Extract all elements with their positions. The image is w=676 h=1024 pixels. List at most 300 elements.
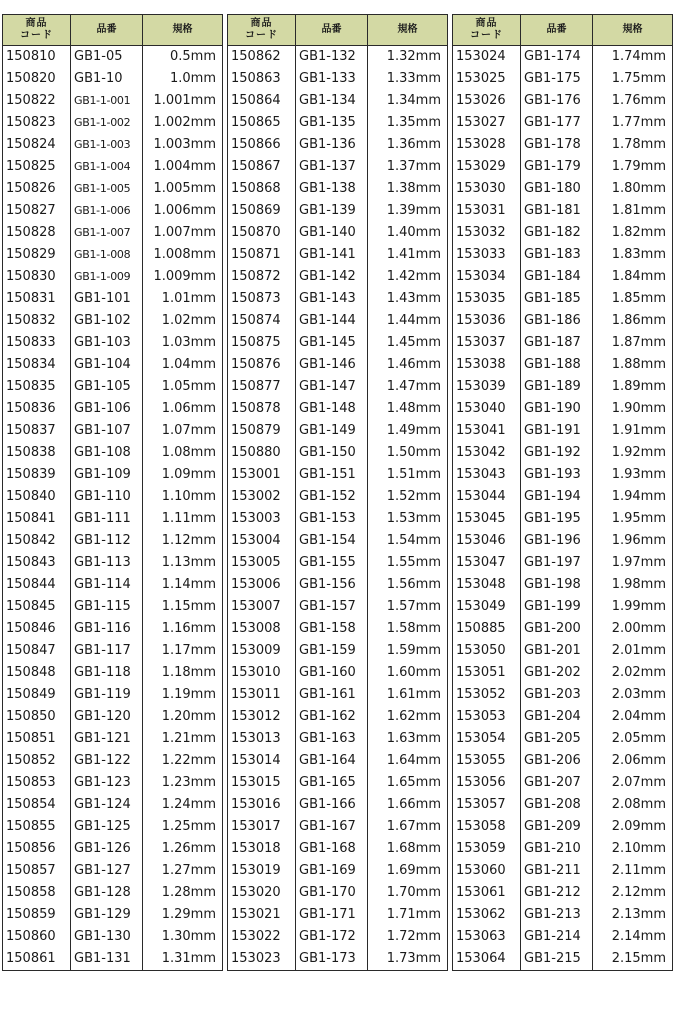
part-number-cell: GB1-203 <box>521 684 593 706</box>
table-row <box>453 684 673 706</box>
product-code-cell: 150810 <box>3 46 71 69</box>
part-number-cell: GB1-142 <box>296 266 368 288</box>
table-row <box>453 860 673 882</box>
table-row <box>3 266 223 288</box>
part-number-cell: GB1-128 <box>71 882 143 904</box>
part-number-cell: GB1-181 <box>521 200 593 222</box>
part-number-cell: GB1-195 <box>521 508 593 530</box>
part-number-cell: GB1-213 <box>521 904 593 926</box>
product-code-cell: 150875 <box>228 332 296 354</box>
table-row <box>3 156 223 178</box>
product-code-cell: 150830 <box>3 266 71 288</box>
size-cell: 1.87mm <box>593 332 673 354</box>
product-code-cell: 153017 <box>228 816 296 838</box>
part-number-cell: GB1-1-005 <box>71 178 143 200</box>
header-code-line2: コード <box>470 30 503 41</box>
product-code-cell: 150864 <box>228 90 296 112</box>
size-cell: 1.22mm <box>143 750 223 772</box>
table-row <box>228 244 448 266</box>
part-number-cell: GB1-193 <box>521 464 593 486</box>
part-number-cell: GB1-174 <box>521 46 593 69</box>
table-row <box>3 530 223 552</box>
size-cell: 1.16mm <box>143 618 223 640</box>
part-number-cell: GB1-146 <box>296 354 368 376</box>
table-row <box>228 332 448 354</box>
table-row <box>3 816 223 838</box>
product-code-cell: 153033 <box>453 244 521 266</box>
product-code-cell: 150857 <box>3 860 71 882</box>
table-row <box>228 816 448 838</box>
part-number-cell: GB1-170 <box>296 882 368 904</box>
part-number-cell: GB1-169 <box>296 860 368 882</box>
product-code-cell: 153031 <box>453 200 521 222</box>
part-number-cell: GB1-125 <box>71 816 143 838</box>
product-code-cell: 150831 <box>3 288 71 310</box>
product-code-cell: 153051 <box>453 662 521 684</box>
product-code-cell: 150877 <box>228 376 296 398</box>
product-code-cell: 153057 <box>453 794 521 816</box>
size-cell: 1.83mm <box>593 244 673 266</box>
size-cell: 1.47mm <box>368 376 448 398</box>
size-cell: 1.008mm <box>143 244 223 266</box>
table-row <box>228 288 448 310</box>
part-number-cell: GB1-168 <box>296 838 368 860</box>
product-code-cell: 150841 <box>3 508 71 530</box>
product-code-cell: 153019 <box>228 860 296 882</box>
table-row <box>3 200 223 222</box>
part-number-cell: GB1-164 <box>296 750 368 772</box>
size-cell: 1.11mm <box>143 508 223 530</box>
part-number-cell: GB1-191 <box>521 420 593 442</box>
table-row <box>453 750 673 772</box>
product-code-cell: 153013 <box>228 728 296 750</box>
table-row <box>228 156 448 178</box>
product-code-cell: 153061 <box>453 882 521 904</box>
product-code-cell: 150852 <box>3 750 71 772</box>
table-row <box>453 574 673 596</box>
part-number-cell: GB1-141 <box>296 244 368 266</box>
part-number-cell: GB1-187 <box>521 332 593 354</box>
product-code-cell: 153037 <box>453 332 521 354</box>
table-row <box>228 530 448 552</box>
product-code-cell: 150859 <box>3 904 71 926</box>
size-cell: 1.61mm <box>368 684 448 706</box>
table-row <box>228 442 448 464</box>
part-number-cell: GB1-151 <box>296 464 368 486</box>
table-row <box>3 772 223 794</box>
product-code-cell: 150834 <box>3 354 71 376</box>
table-row <box>3 442 223 464</box>
part-number-cell: GB1-212 <box>521 882 593 904</box>
part-number-cell: GB1-207 <box>521 772 593 794</box>
table-row <box>453 288 673 310</box>
product-code-cell: 153030 <box>453 178 521 200</box>
table-row <box>3 398 223 420</box>
table-row <box>453 442 673 464</box>
size-cell: 1.98mm <box>593 574 673 596</box>
product-code-cell: 153029 <box>453 156 521 178</box>
product-code-cell: 153053 <box>453 706 521 728</box>
size-cell: 1.57mm <box>368 596 448 618</box>
product-code-cell: 153054 <box>453 728 521 750</box>
product-code-cell: 153026 <box>453 90 521 112</box>
product-code-cell: 153044 <box>453 486 521 508</box>
size-cell: 1.42mm <box>368 266 448 288</box>
product-code-cell: 153027 <box>453 112 521 134</box>
part-number-cell: GB1-156 <box>296 574 368 596</box>
part-number-cell: GB1-178 <box>521 134 593 156</box>
product-code-cell: 153025 <box>453 68 521 90</box>
table-row <box>228 948 448 971</box>
size-cell: 1.68mm <box>368 838 448 860</box>
spec-table-1 <box>2 14 223 971</box>
product-code-cell: 153011 <box>228 684 296 706</box>
product-code-cell: 150820 <box>3 68 71 90</box>
table-row <box>3 310 223 332</box>
product-code-cell: 150840 <box>3 486 71 508</box>
part-number-cell: GB1-152 <box>296 486 368 508</box>
header-product-code <box>3 15 71 46</box>
size-cell: 1.59mm <box>368 640 448 662</box>
size-cell: 1.58mm <box>368 618 448 640</box>
part-number-cell: GB1-132 <box>296 46 368 69</box>
product-code-cell: 150845 <box>3 596 71 618</box>
size-cell: 1.35mm <box>368 112 448 134</box>
table-row <box>453 398 673 420</box>
product-code-cell: 150854 <box>3 794 71 816</box>
product-code-cell: 153036 <box>453 310 521 332</box>
product-code-cell: 150863 <box>228 68 296 90</box>
product-code-cell: 153010 <box>228 662 296 684</box>
product-code-cell: 150871 <box>228 244 296 266</box>
size-cell: 2.00mm <box>593 618 673 640</box>
table-body <box>453 46 673 971</box>
header-size: 規格 <box>143 15 223 46</box>
part-number-cell: GB1-138 <box>296 178 368 200</box>
part-number-cell: GB1-10 <box>71 68 143 90</box>
table-row <box>228 728 448 750</box>
part-number-cell: GB1-1-003 <box>71 134 143 156</box>
part-number-cell: GB1-176 <box>521 90 593 112</box>
part-number-cell: GB1-129 <box>71 904 143 926</box>
part-number-cell: GB1-122 <box>71 750 143 772</box>
table-row <box>3 222 223 244</box>
part-number-cell: GB1-102 <box>71 310 143 332</box>
header-product-code <box>228 15 296 46</box>
product-code-cell: 153064 <box>453 948 521 971</box>
part-number-cell: GB1-1-001 <box>71 90 143 112</box>
part-number-cell: GB1-162 <box>296 706 368 728</box>
part-number-cell: GB1-1-004 <box>71 156 143 178</box>
size-cell: 1.94mm <box>593 486 673 508</box>
size-cell: 1.07mm <box>143 420 223 442</box>
size-cell: 1.14mm <box>143 574 223 596</box>
table-row <box>453 332 673 354</box>
part-number-cell: GB1-199 <box>521 596 593 618</box>
table-row <box>453 882 673 904</box>
product-code-cell: 153024 <box>453 46 521 69</box>
table-row <box>453 948 673 971</box>
header-part-number: 品番 <box>521 15 593 46</box>
table-row <box>453 46 673 69</box>
size-cell: 1.05mm <box>143 376 223 398</box>
size-cell: 1.36mm <box>368 134 448 156</box>
size-cell: 1.44mm <box>368 310 448 332</box>
product-code-cell: 150870 <box>228 222 296 244</box>
table-row <box>228 574 448 596</box>
part-number-cell: GB1-101 <box>71 288 143 310</box>
product-code-cell: 153028 <box>453 134 521 156</box>
part-number-cell: GB1-135 <box>296 112 368 134</box>
table-row <box>3 552 223 574</box>
table-row <box>228 838 448 860</box>
product-code-cell: 153048 <box>453 574 521 596</box>
size-cell: 1.06mm <box>143 398 223 420</box>
size-cell: 1.43mm <box>368 288 448 310</box>
size-cell: 1.50mm <box>368 442 448 464</box>
size-cell: 1.005mm <box>143 178 223 200</box>
size-cell: 2.05mm <box>593 728 673 750</box>
size-cell: 1.17mm <box>143 640 223 662</box>
part-number-cell: GB1-171 <box>296 904 368 926</box>
part-number-cell: GB1-192 <box>521 442 593 464</box>
part-number-cell: GB1-131 <box>71 948 143 971</box>
product-code-cell: 153008 <box>228 618 296 640</box>
size-cell: 1.84mm <box>593 266 673 288</box>
part-number-cell: GB1-1-007 <box>71 222 143 244</box>
product-code-cell: 153009 <box>228 640 296 662</box>
size-cell: 1.01mm <box>143 288 223 310</box>
product-code-cell: 150873 <box>228 288 296 310</box>
product-code-cell: 150832 <box>3 310 71 332</box>
size-cell: 1.002mm <box>143 112 223 134</box>
size-cell: 1.77mm <box>593 112 673 134</box>
table-header <box>453 15 673 46</box>
header-size: 規格 <box>368 15 448 46</box>
table-row <box>228 794 448 816</box>
part-number-cell: GB1-208 <box>521 794 593 816</box>
size-cell: 1.92mm <box>593 442 673 464</box>
part-number-cell: GB1-167 <box>296 816 368 838</box>
table-row <box>3 882 223 904</box>
size-cell: 2.08mm <box>593 794 673 816</box>
product-code-cell: 153056 <box>453 772 521 794</box>
spec-table-2 <box>227 14 448 971</box>
table-row <box>3 464 223 486</box>
product-code-cell: 153034 <box>453 266 521 288</box>
table-row <box>3 574 223 596</box>
size-cell: 1.64mm <box>368 750 448 772</box>
table-row <box>3 640 223 662</box>
part-number-cell: GB1-1-009 <box>71 266 143 288</box>
size-cell: 1.91mm <box>593 420 673 442</box>
size-cell: 1.24mm <box>143 794 223 816</box>
size-cell: 1.08mm <box>143 442 223 464</box>
table-row <box>228 266 448 288</box>
part-number-cell: GB1-145 <box>296 332 368 354</box>
part-number-cell: GB1-158 <box>296 618 368 640</box>
product-code-cell: 153046 <box>453 530 521 552</box>
product-code-cell: 153060 <box>453 860 521 882</box>
part-number-cell: GB1-160 <box>296 662 368 684</box>
header-code-line2: コード <box>245 30 278 41</box>
table-row <box>453 640 673 662</box>
product-code-cell: 150858 <box>3 882 71 904</box>
table-row <box>3 926 223 948</box>
product-code-cell: 153002 <box>228 486 296 508</box>
product-code-cell: 150850 <box>3 706 71 728</box>
product-code-cell: 150851 <box>3 728 71 750</box>
size-cell: 1.009mm <box>143 266 223 288</box>
table-row <box>3 376 223 398</box>
spec-table-3 <box>452 14 673 971</box>
table-row <box>453 178 673 200</box>
part-number-cell: GB1-206 <box>521 750 593 772</box>
size-cell: 1.04mm <box>143 354 223 376</box>
part-number-cell: GB1-154 <box>296 530 368 552</box>
size-cell: 1.29mm <box>143 904 223 926</box>
part-number-cell: GB1-120 <box>71 706 143 728</box>
part-number-cell: GB1-150 <box>296 442 368 464</box>
product-code-cell: 150833 <box>3 332 71 354</box>
size-cell: 1.52mm <box>368 486 448 508</box>
size-cell: 1.39mm <box>368 200 448 222</box>
part-number-cell: GB1-190 <box>521 398 593 420</box>
table-row <box>228 420 448 442</box>
size-cell: 1.02mm <box>143 310 223 332</box>
table-row <box>3 618 223 640</box>
product-code-cell: 150872 <box>228 266 296 288</box>
table-row <box>228 68 448 90</box>
part-number-cell: GB1-172 <box>296 926 368 948</box>
part-number-cell: GB1-205 <box>521 728 593 750</box>
table-row <box>228 618 448 640</box>
table-row <box>228 904 448 926</box>
size-cell: 1.27mm <box>143 860 223 882</box>
table-row <box>453 486 673 508</box>
part-number-cell: GB1-197 <box>521 552 593 574</box>
table-row <box>453 200 673 222</box>
size-cell: 2.11mm <box>593 860 673 882</box>
product-code-cell: 153001 <box>228 464 296 486</box>
size-cell: 1.69mm <box>368 860 448 882</box>
table-row <box>453 618 673 640</box>
size-cell: 2.09mm <box>593 816 673 838</box>
table-row <box>228 464 448 486</box>
product-code-cell: 153021 <box>228 904 296 926</box>
table-header <box>228 15 448 46</box>
table-row <box>453 354 673 376</box>
size-cell: 1.65mm <box>368 772 448 794</box>
table-row <box>3 662 223 684</box>
table-row <box>3 904 223 926</box>
size-cell: 1.60mm <box>368 662 448 684</box>
part-number-cell: GB1-165 <box>296 772 368 794</box>
product-code-cell: 150844 <box>3 574 71 596</box>
size-cell: 1.09mm <box>143 464 223 486</box>
table-row <box>3 68 223 90</box>
product-code-cell: 150879 <box>228 420 296 442</box>
size-cell: 1.21mm <box>143 728 223 750</box>
part-number-cell: GB1-173 <box>296 948 368 971</box>
header-code-line1: 商品 <box>475 18 498 29</box>
product-code-cell: 153055 <box>453 750 521 772</box>
product-code-cell: 153016 <box>228 794 296 816</box>
size-cell: 1.46mm <box>368 354 448 376</box>
part-number-cell: GB1-177 <box>521 112 593 134</box>
product-code-cell: 150861 <box>3 948 71 971</box>
product-code-cell: 150826 <box>3 178 71 200</box>
table-row <box>228 398 448 420</box>
product-code-cell: 153047 <box>453 552 521 574</box>
size-cell: 1.40mm <box>368 222 448 244</box>
part-number-cell: GB1-202 <box>521 662 593 684</box>
table-row <box>228 684 448 706</box>
part-number-cell: GB1-182 <box>521 222 593 244</box>
size-cell: 1.006mm <box>143 200 223 222</box>
product-code-cell: 150827 <box>3 200 71 222</box>
size-cell: 1.26mm <box>143 838 223 860</box>
table-row <box>3 46 223 69</box>
size-cell: 1.72mm <box>368 926 448 948</box>
product-code-cell: 153007 <box>228 596 296 618</box>
size-cell: 1.19mm <box>143 684 223 706</box>
part-number-cell: GB1-110 <box>71 486 143 508</box>
table-row <box>228 112 448 134</box>
part-number-cell: GB1-144 <box>296 310 368 332</box>
product-code-cell: 153049 <box>453 596 521 618</box>
product-code-cell: 150838 <box>3 442 71 464</box>
part-number-cell: GB1-137 <box>296 156 368 178</box>
table-row <box>453 266 673 288</box>
part-number-cell: GB1-153 <box>296 508 368 530</box>
size-cell: 2.01mm <box>593 640 673 662</box>
part-number-cell: GB1-136 <box>296 134 368 156</box>
product-code-cell: 153023 <box>228 948 296 971</box>
table-row <box>3 860 223 882</box>
size-cell: 1.56mm <box>368 574 448 596</box>
size-cell: 1.32mm <box>368 46 448 69</box>
product-code-cell: 150856 <box>3 838 71 860</box>
product-code-cell: 150853 <box>3 772 71 794</box>
table-row <box>228 200 448 222</box>
size-cell: 1.63mm <box>368 728 448 750</box>
part-number-cell: GB1-143 <box>296 288 368 310</box>
size-cell: 1.73mm <box>368 948 448 971</box>
table-row <box>228 222 448 244</box>
part-number-cell: GB1-127 <box>71 860 143 882</box>
table-row <box>228 750 448 772</box>
product-code-cell: 150880 <box>228 442 296 464</box>
part-number-cell: GB1-209 <box>521 816 593 838</box>
table-body <box>228 46 448 971</box>
table-row <box>3 486 223 508</box>
size-cell: 1.78mm <box>593 134 673 156</box>
table-row <box>228 508 448 530</box>
product-code-cell: 153040 <box>453 398 521 420</box>
table-row <box>453 838 673 860</box>
table-row <box>228 46 448 69</box>
product-code-cell: 153043 <box>453 464 521 486</box>
part-number-cell: GB1-106 <box>71 398 143 420</box>
product-code-cell: 150867 <box>228 156 296 178</box>
table-row <box>228 860 448 882</box>
product-code-cell: 150855 <box>3 816 71 838</box>
part-number-cell: GB1-124 <box>71 794 143 816</box>
size-cell: 1.33mm <box>368 68 448 90</box>
table-row <box>453 376 673 398</box>
size-cell: 1.15mm <box>143 596 223 618</box>
